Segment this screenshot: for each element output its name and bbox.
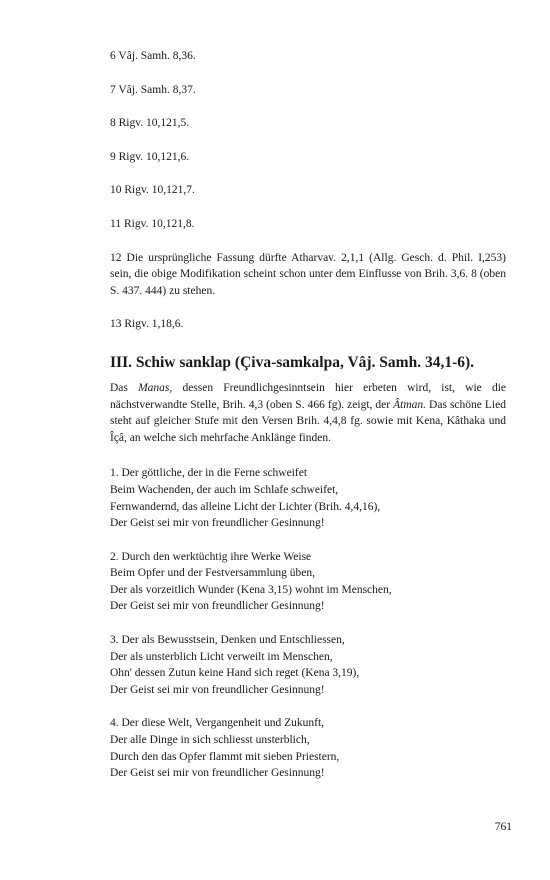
stanza-line: 4. Der diese Welt, Vergangenheit und Zukunft, bbox=[110, 717, 325, 730]
stanza-2 bbox=[110, 549, 506, 615]
stanza-line: 3. Der als Bewusstsein, Denken und Entschliessen, bbox=[110, 634, 345, 647]
footnote-12: 12 Die ursprüngliche Fassung dürfte Atharvav. 2,1,1 (Allg. Gesch. d. Phil. I,253) sein, die obige Modifikation scheint schon unter dem Einflusse von Brih. 3,6. 8 (oben S. 437. 444) zu stehen. bbox=[110, 251, 506, 297]
footnote-7: 7 Vâj. Samh. 8,37. bbox=[110, 83, 196, 96]
footnote-8: 8 Rigv. 10,121,5. bbox=[110, 117, 190, 130]
stanza-line: Ohn' dessen Zutun keine Hand sich reget (Kena 3,19), bbox=[110, 667, 360, 680]
intro-text-3: Das schöne Lied steht auf gleicher Stufe mit den Versen Brih. 4,4,8 fg. sowie mit Kena, Kâthaka und Îçâ, an welche sich mehrfache Anklänge finden. bbox=[110, 398, 506, 444]
intro-text-2: dessen Freundlichgesinntsein hier erbeten wird, ist, wie die nächstverwandte Stelle, Brih. 4,3 (oben S. 466 fg). zeigt, der bbox=[110, 381, 507, 411]
stanza-line: Der als vorzeitlich Wunder (Kena 3,15) wohnt im Menschen, bbox=[110, 583, 392, 596]
footnote-10: 10 Rigv. 10,121,7. bbox=[110, 184, 195, 197]
stanza-line: Der Geist sei mir von freundlicher Gesinnung! bbox=[110, 683, 325, 696]
stanza-line: 2. Durch den werktüchtig ihre Werke Weise bbox=[110, 550, 312, 563]
page-content bbox=[110, 48, 506, 799]
section-intro bbox=[110, 380, 506, 446]
stanza-3 bbox=[110, 632, 506, 698]
stanza-line: Beim Opfer und der Festversammlung üben, bbox=[110, 567, 316, 580]
footnote-9: 9 Rigv. 10,121,6. bbox=[110, 150, 190, 163]
footnote-13: 13 Rigv. 1,18,6. bbox=[110, 318, 184, 331]
stanza-4 bbox=[110, 715, 506, 781]
stanza-line: Durch den das Opfer flammt mit sieben Priestern, bbox=[110, 750, 340, 763]
stanza-1 bbox=[110, 465, 506, 531]
page-number: 761 bbox=[494, 821, 512, 833]
stanza-line: Beim Wachenden, der auch im Schlafe schweifet, bbox=[110, 483, 339, 496]
intro-term-atman: Âtman. bbox=[393, 398, 427, 411]
intro-text-1: Das bbox=[110, 381, 139, 394]
stanza-line: Der als unsterblich Licht verweilt im Menschen, bbox=[110, 650, 333, 663]
footnotes-block bbox=[110, 48, 506, 333]
stanza-line: Der Geist sei mir von freundlicher Gesinnung! bbox=[110, 600, 325, 613]
footnote-11: 11 Rigv. 10,121,8. bbox=[110, 217, 195, 230]
stanza-line: 1. Der göttliche, der in die Ferne schweifet bbox=[110, 467, 308, 480]
footnote-6: 6 Vâj. Samh. 8,36. bbox=[110, 50, 196, 62]
section-title: III. Schiw sanklap (Çiva-samkalpa, Vâj. Samh. 34,1-6). bbox=[110, 353, 475, 371]
stanza-line: Der alle Dinge in sich schliesst unsterblich, bbox=[110, 734, 310, 747]
stanza-line: Der Geist sei mir von freundlicher Gesinnung! bbox=[110, 517, 325, 530]
stanza-line: Der Geist sei mir von freundlicher Gesinnung! bbox=[110, 767, 325, 780]
intro-term-manas: Manas, bbox=[138, 381, 173, 394]
stanza-line: Fernwandernd, das alleine Licht der Lichter (Brih. 4,4,16), bbox=[110, 500, 381, 513]
